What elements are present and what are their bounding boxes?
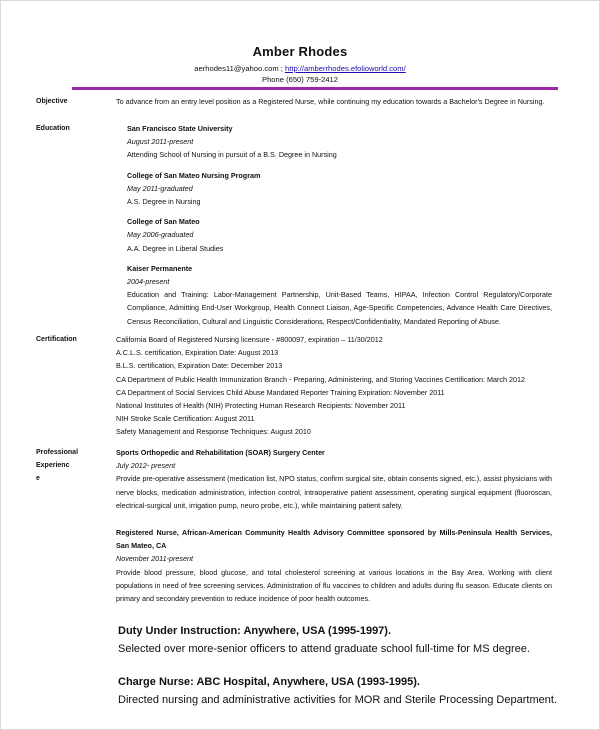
job-title: Sports Orthopedic and Rehabilitation (SOAR) Surgery Center [116,448,325,457]
extra-text: Selected over more-senior officers to attend graduate school full-time for MS degree. [118,643,530,655]
certification-item: NIH Stroke Scale Certification: August 2011 [116,414,255,424]
school-detail: Attending School of Nursing in pursuit of a B.S. Degree in Nursing [127,150,337,160]
certification-item: National Institutes of Health (NIH) Protecting Human Research Recipients: November 2011 [116,401,406,411]
certification-list [116,333,552,439]
certification-item: Safety Management and Response Techniques: August 2010 [116,427,311,437]
extra-heading: Duty Under Instruction: Anywhere, USA (1995-1997). [118,625,392,637]
objective-label: Objective [36,98,68,105]
school-dates: May 2011-graduated [127,183,193,193]
extra-entry [118,675,558,707]
extra-text: Directed nursing and administrative activities for MOR and Sterile Processing Department. [118,694,557,706]
experience-label-line: Experienc [36,462,70,470]
school-detail: A.S. Degree in Nursing [127,197,201,207]
experience-label-line: e [36,475,40,483]
job-description: Provide blood pressure, blood glucose, and total cholesterol screening at various locations in the Bay Area. Working with client populations in need of free screening services. Administration of flu vaccines to children and adults during flu season. Educate clients on primary and secondary prevention to reduce incidence of poor health outcomes. [116,567,552,604]
certification-item: CA Department of Social Services Child Abuse Mandated Reporter Training Expiration: November 2011 [116,387,445,397]
school-name: College of San Mateo Nursing Program [127,170,261,180]
job-description: Provide pre-operative assessment (medication list, NPO status, confirm surgical site, obtain consents signed, etc.), assist physicians with nerve blocks, medication administration, infection control, intraoperative patient assessment, operating surgical equipment (fluoroscan, electrical-surgical unit, irrigation pump, neuro probe, etc.), while maintaining patient safety. [116,474,552,510]
objective-text: To advance from an entry level position as a Registered Nurse, while continuing my education towards a Bachelor's Degree in Nursing. [116,97,545,106]
certification-item: B.L.S. certification, Expiration Date: December 2013 [116,361,283,371]
extra-heading: Charge Nurse: ABC Hospital, Anywhere, USA (1993-1995). [118,676,420,688]
education-content [127,122,552,328]
education-label: Education [36,125,70,132]
school-dates: May 2006-graduated [127,230,194,240]
contact-line [0,63,600,74]
job-title: Registered Nurse, African-American Community Health Advisory Committee sponsored by Mills-Peninsula Health Services, San Mateo, CA [116,528,552,551]
school-detail: A.A. Degree in Liberal Studies [127,243,224,253]
school-dates: August 2011-present [127,137,194,147]
school-name: Kaiser Permanente [127,263,193,273]
certification-label: Certification [36,336,77,343]
website-link[interactable]: http://amberrhodes.efolioworld.com/ [285,64,406,73]
job-dates: July 2012- present [116,461,176,471]
candidate-name: Amber Rhodes [252,44,348,59]
school-dates: 2004-present [127,277,170,287]
extra-entry [118,624,558,656]
school-name: San Francisco State University [127,124,233,133]
job-dates: November 2011-present [116,554,193,564]
experience-label [36,446,114,486]
header-divider [72,87,558,90]
certification-item: CA Department of Public Health Immunization Branch - Preparing, Administering, and Storing Vaccines Certification: March 2012 [116,374,525,384]
certification-item: California Board of Registered Nursing licensure - #800097, expiration – 11/30/2012 [116,335,383,344]
resume-header [0,44,600,85]
certification-item: A.C.L.S. certification, Expiration Date: August 2013 [116,348,279,358]
school-name: College of San Mateo [127,217,200,227]
school-detail: Education and Training: Labor-Management Partnership, Unit-Based Teams, HIPAA, Infection Control Regulatory/Corporate Compliance, Admitting End-User Workgroup, Health Connect Liaison, Age-Specific Competencies, Advance Health Care Directives, Census Reconciliation, Cultural and Linguistic Considerations, Respect/Confidentiality, Mandated Reporting of Abuse. [127,290,552,326]
phone-text: Phone (650) 759-2412 [262,75,338,84]
experience-label-line: Professional [36,449,79,456]
experience-content [116,446,552,605]
email-text: aerhodes11@yahoo.com ; [194,64,285,73]
